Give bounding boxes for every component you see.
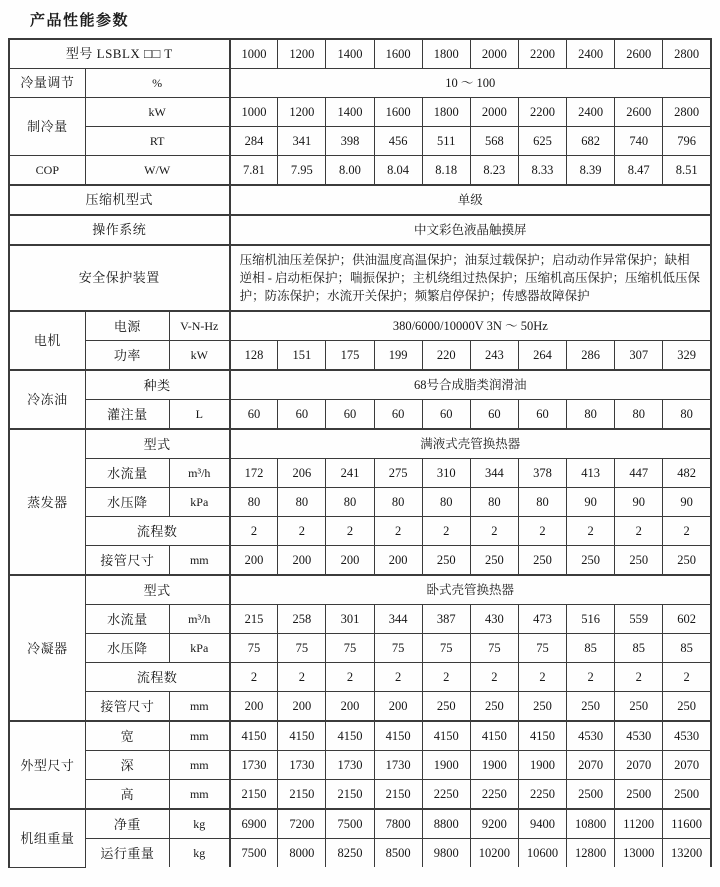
- condenser-pipe-size-value: 250: [663, 692, 711, 722]
- motor-power-supply-label: 电机: [9, 311, 85, 370]
- safety-protection-label: 安全保护装置: [9, 245, 230, 311]
- condenser-passes-value: 2: [278, 663, 326, 692]
- dimension-width-value: 4150: [422, 721, 470, 751]
- evaporator-pressure-drop-label: kPa: [169, 488, 229, 517]
- cop-label: W/W: [85, 156, 229, 186]
- cop-value: 8.51: [663, 156, 711, 186]
- model-value: 1200: [278, 39, 326, 69]
- evaporator-passes-value: 2: [422, 517, 470, 546]
- cop-value: 7.81: [230, 156, 278, 186]
- weight-operating-value: 8000: [278, 839, 326, 868]
- condenser-pressure-drop-value: 75: [470, 634, 518, 663]
- cop-value: 8.47: [615, 156, 663, 186]
- dimension-width-value: 4150: [374, 721, 422, 751]
- weight-operating-value: 8500: [374, 839, 422, 868]
- condenser-pressure-drop-label: 水压降: [85, 634, 169, 663]
- evaporator-pipe-size-label: 接管尺寸: [85, 546, 169, 576]
- oil-charge-label: 灌注量: [85, 400, 169, 430]
- cooling-capacity-rt-value: 284: [230, 127, 278, 156]
- model-value: 2800: [663, 39, 711, 69]
- condenser-water-flow-label: m³/h: [169, 605, 229, 634]
- condenser-passes-value: 2: [567, 663, 615, 692]
- motor-power-value: 199: [374, 341, 422, 371]
- capacity-control-label: %: [85, 69, 229, 98]
- condenser-pressure-drop-value: 75: [278, 634, 326, 663]
- evaporator-passes-value: 2: [278, 517, 326, 546]
- dimension-width-label: 外型尺寸: [9, 721, 85, 809]
- evaporator-water-flow-label: 水流量: [85, 459, 169, 488]
- motor-power-supply-label: V-N-Hz: [169, 311, 229, 341]
- product-performance-table: [8, 38, 712, 868]
- model-value: 1600: [374, 39, 422, 69]
- motor-power-value: 151: [278, 341, 326, 371]
- oil-type-label: 种类: [85, 370, 229, 400]
- cooling-capacity-kw-value: 2000: [470, 98, 518, 127]
- condenser-type-label: 型式: [85, 575, 229, 605]
- weight-net-value: 7500: [326, 809, 374, 839]
- evaporator-water-flow-value: 413: [567, 459, 615, 488]
- motor-power-value: 128: [230, 341, 278, 371]
- evaporator-pressure-drop-value: 80: [518, 488, 566, 517]
- model-value: 2400: [567, 39, 615, 69]
- weight-operating-value: 12800: [567, 839, 615, 868]
- evaporator-passes-value: 2: [518, 517, 566, 546]
- cooling-capacity-rt-value: 796: [663, 127, 711, 156]
- weight-operating-value: 10600: [518, 839, 566, 868]
- operating-system-value: 中文彩色液晶触摸屏: [230, 215, 711, 245]
- condenser-pressure-drop-value: 75: [326, 634, 374, 663]
- evaporator-water-flow-value: 275: [374, 459, 422, 488]
- condenser-water-flow-value: 430: [470, 605, 518, 634]
- dimension-depth-value: 1900: [422, 751, 470, 780]
- safety-protection-value: 压缩机油压差保护；供油温度高温保护；油泵过载保护；启动动作异常保护；缺相逆相 - 启动柜保护；喘振保护；主机绕组过热保护；压缩机高压保护；压缩机低压保护；防冻保护；水流开关保护；频繁启停保护；传感器故障保护: [230, 245, 711, 311]
- condenser-pressure-drop-value: 75: [230, 634, 278, 663]
- weight-net-label: 净重: [85, 809, 169, 839]
- condenser-pipe-size-value: 250: [470, 692, 518, 722]
- evaporator-pipe-size-value: 250: [422, 546, 470, 576]
- condenser-passes-value: 2: [374, 663, 422, 692]
- cooling-capacity-rt-label: RT: [85, 127, 229, 156]
- evaporator-passes-value: 2: [230, 517, 278, 546]
- oil-charge-value: 60: [326, 400, 374, 430]
- evaporator-pressure-drop-value: 90: [615, 488, 663, 517]
- dimension-depth-label: mm: [169, 751, 229, 780]
- evaporator-water-flow-value: 310: [422, 459, 470, 488]
- cop-value: 8.18: [422, 156, 470, 186]
- evaporator-pipe-size-value: 200: [230, 546, 278, 576]
- condenser-passes-value: 2: [663, 663, 711, 692]
- dimension-depth-value: 2070: [567, 751, 615, 780]
- cooling-capacity-kw-value: 1000: [230, 98, 278, 127]
- evaporator-water-flow-value: 482: [663, 459, 711, 488]
- cooling-capacity-rt-value: 625: [518, 127, 566, 156]
- dimension-width-value: 4150: [278, 721, 326, 751]
- evaporator-pressure-drop-value: 90: [663, 488, 711, 517]
- condenser-pressure-drop-value: 85: [567, 634, 615, 663]
- condenser-passes-label: 流程数: [85, 663, 229, 692]
- evaporator-water-flow-value: 378: [518, 459, 566, 488]
- weight-net-value: 10800: [567, 809, 615, 839]
- condenser-pressure-drop-value: 75: [374, 634, 422, 663]
- evaporator-passes-value: 2: [567, 517, 615, 546]
- evaporator-passes-value: 2: [326, 517, 374, 546]
- motor-power-value: 220: [422, 341, 470, 371]
- weight-operating-value: 10200: [470, 839, 518, 868]
- condenser-passes-value: 2: [470, 663, 518, 692]
- evaporator-water-flow-value: 172: [230, 459, 278, 488]
- evaporator-pressure-drop-value: 80: [470, 488, 518, 517]
- weight-operating-label: kg: [169, 839, 229, 868]
- condenser-pipe-size-label: mm: [169, 692, 229, 722]
- evaporator-type-label: 型式: [85, 429, 229, 459]
- evaporator-pipe-size-value: 200: [374, 546, 422, 576]
- model-value: 1000: [230, 39, 278, 69]
- weight-operating-value: 13200: [663, 839, 711, 868]
- evaporator-water-flow-value: 447: [615, 459, 663, 488]
- evaporator-passes-value: 2: [470, 517, 518, 546]
- condenser-water-flow-value: 473: [518, 605, 566, 634]
- oil-type-label: 冷冻油: [9, 370, 85, 429]
- weight-operating-value: 9800: [422, 839, 470, 868]
- condenser-type-label: 冷凝器: [9, 575, 85, 721]
- weight-net-value: 7200: [278, 809, 326, 839]
- evaporator-pipe-size-value: 200: [278, 546, 326, 576]
- condenser-water-flow-value: 559: [615, 605, 663, 634]
- condenser-water-flow-label: 水流量: [85, 605, 169, 634]
- evaporator-type-label: 蒸发器: [9, 429, 85, 575]
- motor-power-label: kW: [169, 341, 229, 371]
- weight-operating-value: 8250: [326, 839, 374, 868]
- weight-net-label: kg: [169, 809, 229, 839]
- evaporator-water-flow-value: 206: [278, 459, 326, 488]
- condenser-pressure-drop-label: kPa: [169, 634, 229, 663]
- condenser-passes-value: 2: [230, 663, 278, 692]
- cooling-capacity-rt-value: 456: [374, 127, 422, 156]
- oil-charge-value: 60: [422, 400, 470, 430]
- dimension-height-value: 2500: [615, 780, 663, 810]
- model-value: 1400: [326, 39, 374, 69]
- cop-value: 8.33: [518, 156, 566, 186]
- weight-operating-value: 7500: [230, 839, 278, 868]
- page-title: 产品性能参数: [30, 12, 130, 29]
- condenser-pipe-size-label: 接管尺寸: [85, 692, 169, 722]
- oil-type-value: 68号合成脂类润滑油: [230, 370, 711, 400]
- dimension-depth-value: 1900: [518, 751, 566, 780]
- dimension-depth-value: 2070: [663, 751, 711, 780]
- dimension-height-value: 2150: [374, 780, 422, 810]
- motor-power-value: 329: [663, 341, 711, 371]
- condenser-water-flow-value: 344: [374, 605, 422, 634]
- dimension-depth-value: 1730: [374, 751, 422, 780]
- condenser-water-flow-value: 602: [663, 605, 711, 634]
- evaporator-water-flow-label: m³/h: [169, 459, 229, 488]
- evaporator-pipe-size-value: 250: [518, 546, 566, 576]
- oil-charge-value: 80: [567, 400, 615, 430]
- motor-power-value: 307: [615, 341, 663, 371]
- cooling-capacity-kw-value: 2800: [663, 98, 711, 127]
- cop-value: 8.04: [374, 156, 422, 186]
- oil-charge-value: 60: [374, 400, 422, 430]
- model-value: 2200: [518, 39, 566, 69]
- evaporator-pipe-size-value: 250: [567, 546, 615, 576]
- condenser-pipe-size-value: 200: [230, 692, 278, 722]
- model-label: 型号 LSBLX □□ T: [9, 39, 230, 69]
- cooling-capacity-kw-value: 1400: [326, 98, 374, 127]
- condenser-pipe-size-value: 250: [615, 692, 663, 722]
- dimension-width-label: 宽: [85, 721, 169, 751]
- condenser-pressure-drop-value: 85: [615, 634, 663, 663]
- dimension-depth-value: 1730: [326, 751, 374, 780]
- evaporator-water-flow-value: 241: [326, 459, 374, 488]
- motor-power-value: 243: [470, 341, 518, 371]
- evaporator-pressure-drop-value: 80: [422, 488, 470, 517]
- cop-value: 8.00: [326, 156, 374, 186]
- weight-net-value: 11600: [663, 809, 711, 839]
- condenser-passes-value: 2: [518, 663, 566, 692]
- condenser-passes-value: 2: [615, 663, 663, 692]
- condenser-water-flow-value: 215: [230, 605, 278, 634]
- cooling-capacity-kw-label: kW: [85, 98, 229, 127]
- motor-power-supply-label: 电源: [85, 311, 169, 341]
- evaporator-passes-value: 2: [663, 517, 711, 546]
- weight-net-value: 9200: [470, 809, 518, 839]
- compressor-type-value: 单级: [230, 185, 711, 215]
- condenser-water-flow-value: 516: [567, 605, 615, 634]
- weight-operating-label: 运行重量: [85, 839, 169, 868]
- evaporator-passes-value: 2: [374, 517, 422, 546]
- motor-power-label: 功率: [85, 341, 169, 371]
- condenser-pressure-drop-value: 75: [422, 634, 470, 663]
- condenser-water-flow-value: 301: [326, 605, 374, 634]
- oil-charge-value: 60: [518, 400, 566, 430]
- cooling-capacity-kw-value: 2200: [518, 98, 566, 127]
- condenser-type-value: 卧式壳管换热器: [230, 575, 711, 605]
- oil-charge-value: 80: [615, 400, 663, 430]
- model-value: 2600: [615, 39, 663, 69]
- motor-power-value: 264: [518, 341, 566, 371]
- dimension-depth-label: 深: [85, 751, 169, 780]
- compressor-type-label: 压缩机型式: [9, 185, 230, 215]
- condenser-pipe-size-value: 250: [567, 692, 615, 722]
- condenser-pressure-drop-value: 75: [518, 634, 566, 663]
- dimension-width-label: mm: [169, 721, 229, 751]
- condenser-pressure-drop-value: 85: [663, 634, 711, 663]
- condenser-water-flow-value: 387: [422, 605, 470, 634]
- cop-label: COP: [9, 156, 85, 186]
- oil-charge-value: 60: [470, 400, 518, 430]
- dimension-width-value: 4150: [470, 721, 518, 751]
- evaporator-pressure-drop-value: 80: [230, 488, 278, 517]
- evaporator-pipe-size-value: 250: [470, 546, 518, 576]
- dimension-height-value: 2250: [518, 780, 566, 810]
- dimension-height-value: 2150: [326, 780, 374, 810]
- evaporator-type-value: 满液式壳管换热器: [230, 429, 711, 459]
- motor-power-supply-value: 380/6000/10000V 3N ～ 50Hz: [230, 311, 711, 341]
- evaporator-pressure-drop-value: 80: [374, 488, 422, 517]
- weight-net-value: 9400: [518, 809, 566, 839]
- cooling-capacity-kw-value: 1800: [422, 98, 470, 127]
- cooling-capacity-rt-value: 341: [278, 127, 326, 156]
- evaporator-pressure-drop-value: 80: [326, 488, 374, 517]
- dimension-width-value: 4530: [567, 721, 615, 751]
- cop-value: 8.39: [567, 156, 615, 186]
- weight-net-value: 8800: [422, 809, 470, 839]
- dimension-depth-value: 1730: [230, 751, 278, 780]
- condenser-pipe-size-value: 200: [278, 692, 326, 722]
- capacity-control-label: 冷量调节: [9, 69, 85, 98]
- evaporator-pressure-drop-label: 水压降: [85, 488, 169, 517]
- evaporator-pipe-size-value: 250: [615, 546, 663, 576]
- dimension-width-value: 4150: [326, 721, 374, 751]
- oil-charge-label: L: [169, 400, 229, 430]
- motor-power-value: 286: [567, 341, 615, 371]
- condenser-pipe-size-value: 200: [326, 692, 374, 722]
- weight-net-value: 6900: [230, 809, 278, 839]
- dimension-height-value: 2500: [567, 780, 615, 810]
- evaporator-pressure-drop-value: 90: [567, 488, 615, 517]
- oil-charge-value: 60: [278, 400, 326, 430]
- weight-operating-value: 13000: [615, 839, 663, 868]
- weight-net-label: 机组重量: [9, 809, 85, 867]
- cooling-capacity-rt-value: 740: [615, 127, 663, 156]
- cop-value: 8.23: [470, 156, 518, 186]
- oil-charge-value: 60: [230, 400, 278, 430]
- cooling-capacity-kw-value: 1200: [278, 98, 326, 127]
- cooling-capacity-kw-value: 2600: [615, 98, 663, 127]
- dimension-height-label: mm: [169, 780, 229, 810]
- evaporator-passes-value: 2: [615, 517, 663, 546]
- evaporator-pipe-size-label: mm: [169, 546, 229, 576]
- cooling-capacity-kw-label: 制冷量: [9, 98, 85, 156]
- cop-value: 7.95: [278, 156, 326, 186]
- evaporator-water-flow-value: 344: [470, 459, 518, 488]
- cooling-capacity-rt-value: 568: [470, 127, 518, 156]
- dimension-height-value: 2250: [470, 780, 518, 810]
- condenser-pipe-size-value: 200: [374, 692, 422, 722]
- condenser-passes-value: 2: [422, 663, 470, 692]
- dimension-width-value: 4150: [230, 721, 278, 751]
- condenser-passes-value: 2: [326, 663, 374, 692]
- capacity-control-value: 10 ～ 100: [230, 69, 711, 98]
- dimension-depth-value: 1900: [470, 751, 518, 780]
- weight-net-value: 7800: [374, 809, 422, 839]
- evaporator-pressure-drop-value: 80: [278, 488, 326, 517]
- oil-charge-value: 80: [663, 400, 711, 430]
- condenser-water-flow-value: 258: [278, 605, 326, 634]
- cooling-capacity-rt-value: 511: [422, 127, 470, 156]
- cooling-capacity-kw-value: 2400: [567, 98, 615, 127]
- operating-system-label: 操作系统: [9, 215, 230, 245]
- dimension-height-value: 2150: [230, 780, 278, 810]
- dimension-width-value: 4150: [518, 721, 566, 751]
- dimension-width-value: 4530: [663, 721, 711, 751]
- evaporator-passes-label: 流程数: [85, 517, 229, 546]
- condenser-pipe-size-value: 250: [518, 692, 566, 722]
- weight-net-value: 11200: [615, 809, 663, 839]
- evaporator-pipe-size-value: 200: [326, 546, 374, 576]
- evaporator-pipe-size-value: 250: [663, 546, 711, 576]
- dimension-height-label: 高: [85, 780, 169, 810]
- model-value: 2000: [470, 39, 518, 69]
- dimension-width-value: 4530: [615, 721, 663, 751]
- condenser-pipe-size-value: 250: [422, 692, 470, 722]
- cooling-capacity-kw-value: 1600: [374, 98, 422, 127]
- model-value: 1800: [422, 39, 470, 69]
- dimension-height-value: 2500: [663, 780, 711, 810]
- cooling-capacity-rt-value: 398: [326, 127, 374, 156]
- motor-power-value: 175: [326, 341, 374, 371]
- dimension-height-value: 2250: [422, 780, 470, 810]
- dimension-height-value: 2150: [278, 780, 326, 810]
- dimension-depth-value: 2070: [615, 751, 663, 780]
- dimension-depth-value: 1730: [278, 751, 326, 780]
- cooling-capacity-rt-value: 682: [567, 127, 615, 156]
